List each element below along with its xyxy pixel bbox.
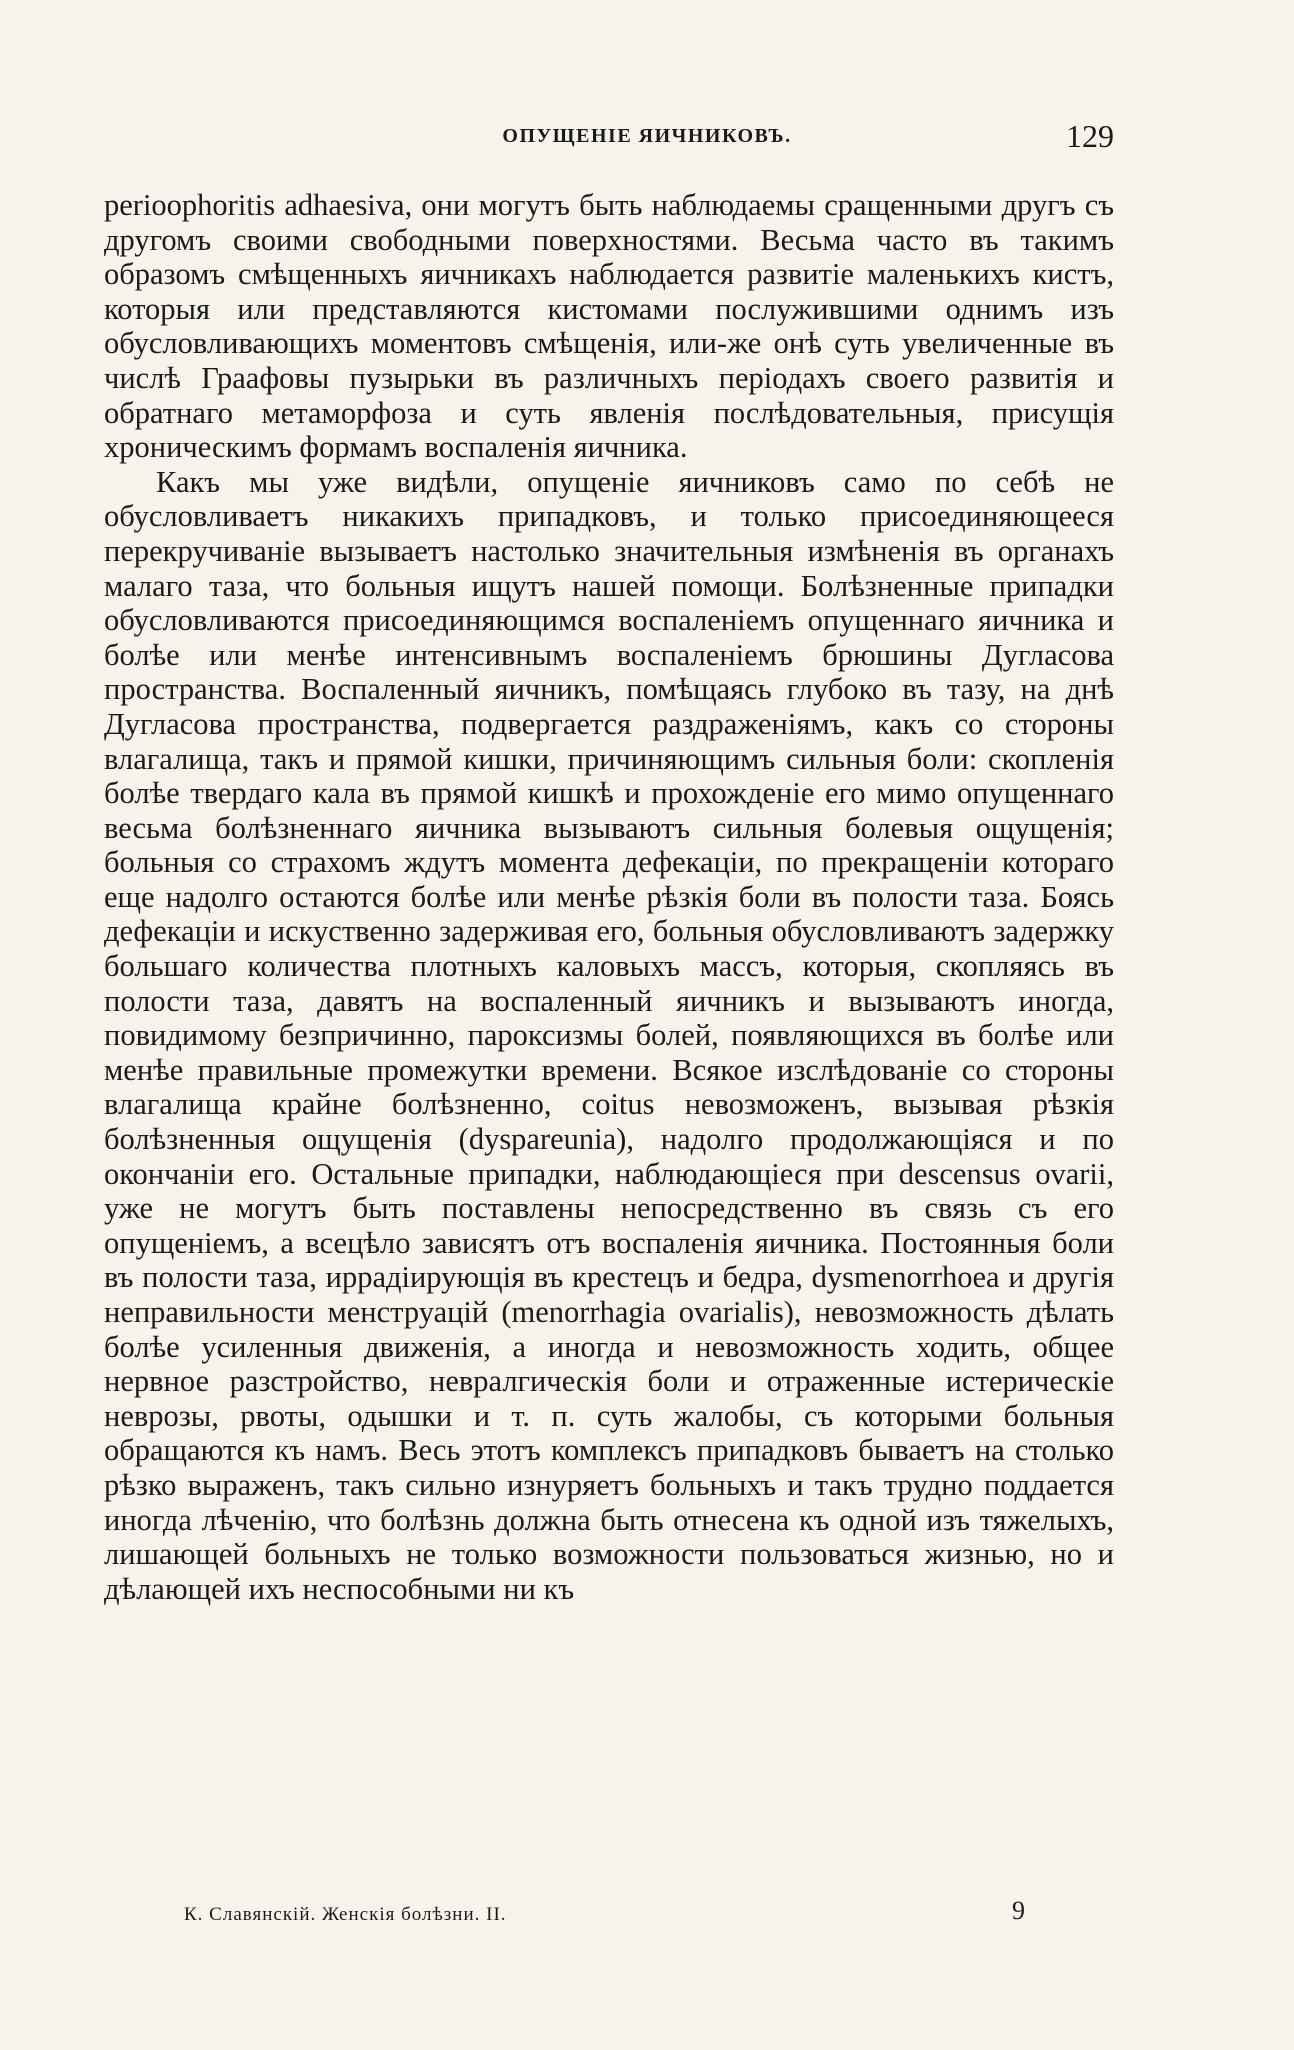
body-text [104, 188, 1114, 1606]
paragraph-continued: perioophoritis adhaesiva, они могутъ быть наблюдаемы сращенными другъ съ другомъ своими свободными поверхностями. Весьма часто въ такимъ образомъ смѣщенныхъ яичникахъ наблюдается развитіе маленькихъ кистъ, которыя или представляются кистомами послужившими однимъ изъ обусловливающихъ моментовъ смѣщенія, или-же онѣ суть увеличенные въ числѣ Граафовы пузырьки въ различныхъ періодахъ своего развитія и обратнаго метаморфоза и суть явленія послѣдовательныя, присущія хроническимъ формамъ воспаленія яичника. [104, 188, 1114, 465]
page-number: 129 [1066, 118, 1114, 154]
footer-sheet-number: 9 [1012, 1896, 1025, 1925]
paragraph-symptoms: Какъ мы уже видѣли, опущеніе яичниковъ само по себѣ не обусловливаетъ никакихъ припадковъ, и только присоединяющееся перекручиваніе вызываетъ настолько значительныя измѣненія въ органахъ малаго таза, что больныя ищутъ нашей помощи. Болѣзненные припадки обусловливаются присоединяющимся воспаленіемъ опущеннаго яичника и болѣе или менѣе интенсивнымъ воспаленіемъ брюшины Дугласова пространства. Воспаленный яичникъ, помѣщаясь глубоко въ тазу, на днѣ Дугласова пространства, подвергается раздраженіямъ, какъ со стороны влагалища, такъ и прямой кишки, причиняющимъ сильныя боли: скопленія болѣе твердаго кала въ прямой кишкѣ и прохожденіе его мимо опущеннаго весьма болѣзненнаго яичника вызываютъ сильныя болевыя ощущенія; больныя со страхомъ ждутъ момента дефекаціи, по прекращеніи котораго еще надолго остаются болѣе или менѣе рѣзкія боли въ полости таза. Боясь дефекаціи и искуственно задерживая его, больныя обусловливаютъ задержку большаго количества плотныхъ каловыхъ массъ, которыя, скопляясь въ полости таза, давятъ на воспаленный яичникъ и вызываютъ иногда, повидимому безпричинно, пароксизмы болей, появляющихся въ болѣе или менѣе правильные промежутки времени. Всякое изслѣдованіе со стороны влагалища крайне болѣзненно, coitus невозможенъ, вызывая рѣзкія болѣзненныя ощущенія (dyspareunia), надолго продолжающіяся и по окончаніи его. Остальные припадки, наблюдающіеся при descensus ovarii, уже не могутъ быть поставлены непосредственно въ связь съ его опущеніемъ, а всецѣло зависятъ отъ воспаленія яичника. Постоянныя боли въ полости таза, иррадіирующія въ крестецъ и бедра, dysmenorrhoea и другія неправильности менструацій (menorrhagia ovarialis), невозможность дѣлать болѣе усиленныя движенія, а иногда и невозможность ходить, общее нервное разстройство, невралгическія боли и отраженные истерическіе неврозы, рвоты, одышки и т. п. суть жалобы, съ которыми больныя обращаются къ намъ. Весь этотъ комплексъ припадковъ бываетъ на столько рѣзко выраженъ, такъ сильно изнуряетъ больныхъ и такъ трудно поддается иногда лѣченію, что болѣзнь должна быть отнесена къ одной изъ тяжелыхъ, лишающей больныхъ не только возможности пользоваться жизнью, но и дѣлающей ихъ неспособными ни къ [104, 464, 1114, 1606]
running-title: ОПУЩЕНІЕ ЯИЧНИКОВЪ. [502, 125, 792, 147]
footer-signature: К. Славянскій. Женскія болѣзни. II. [184, 1904, 507, 1925]
